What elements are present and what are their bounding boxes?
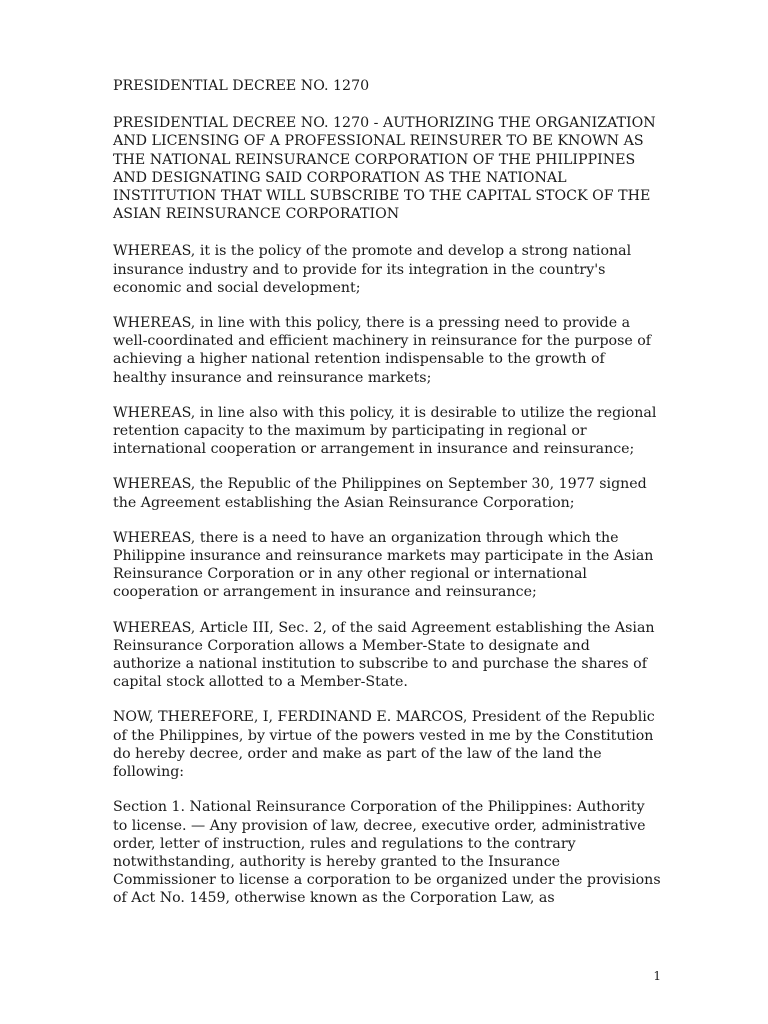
document-title: PRESIDENTIAL DECREE NO. 1270 — [113, 78, 370, 94]
paragraph: WHEREAS, the Republic of the Philippines on September 30, 1977 signed the Agreement establishing the Asian Reinsurance Corporation; — [113, 476, 647, 511]
document-body — [113, 77, 661, 925]
paragraph: WHEREAS, it is the policy of the promote and develop a strong national insurance industry and to provide for its integration in the country's economic and social development; — [113, 243, 632, 296]
paragraph: WHEREAS, in line also with this policy, it is desirable to utilize the regional retention capacity to the maximum by participating in regional or international cooperation or arrangement in insurance and reinsurance; — [113, 404, 657, 458]
paragraph: WHEREAS, Article III, Sec. 2, of the said Agreement establishing the Asian Reinsurance Corporation allows a Member-State to designate and authorize a national institution to subscribe to and purchase the shares of capital stock allotted to a Member-State. — [113, 619, 655, 691]
paragraph: WHEREAS, in line with this policy, there is a pressing need to provide a well-coordinated and efficient machinery in reinsurance for the purpose of achieving a higher national retention indispensable to the growth of healthy insurance and reinsurance markets; — [113, 315, 652, 386]
paragraph: Section 1. National Reinsurance Corporation of the Philippines: Authority to license. — Any provision of law, decree, executive order, administrative order, letter of instruction, rules and regulations to the contrary notwithstanding, authority is hereby granted to the Insurance Commissioner to license a corporation to be organized under the provisions of Act No. 1459, otherwise known as the Corporation Law, as — [113, 799, 661, 907]
page-number: 1 — [653, 969, 661, 983]
paragraph: WHEREAS, there is a need to have an organization through which the Philippine insurance and reinsurance markets may participate in the Asian Reinsurance Corporation or in any other regional or international cooperation or arrangement in insurance and reinsurance; — [113, 529, 654, 601]
document-heading: PRESIDENTIAL DECREE NO. 1270 - AUTHORIZING THE ORGANIZATION AND LICENSING OF A PROFESSIONAL REINSURER TO BE KNOWN AS THE NATIONAL REINSURANCE CORPORATION OF THE PHILIPPINES AND DESIGNATING SAID CORPORATION AS THE NATIONAL INSTITUTION THAT WILL SUBSCRIBE TO THE CAPITAL STOCK OF THE ASIAN REINSURANCE CORPORATION — [113, 115, 656, 223]
paragraph: NOW, THEREFORE, I, FERDINAND E. MARCOS, President of the Republic of the Philippines, by virtue of the powers vested in me by the Constitution do hereby decree, order and make as part of the law of the land the following: — [113, 709, 655, 781]
